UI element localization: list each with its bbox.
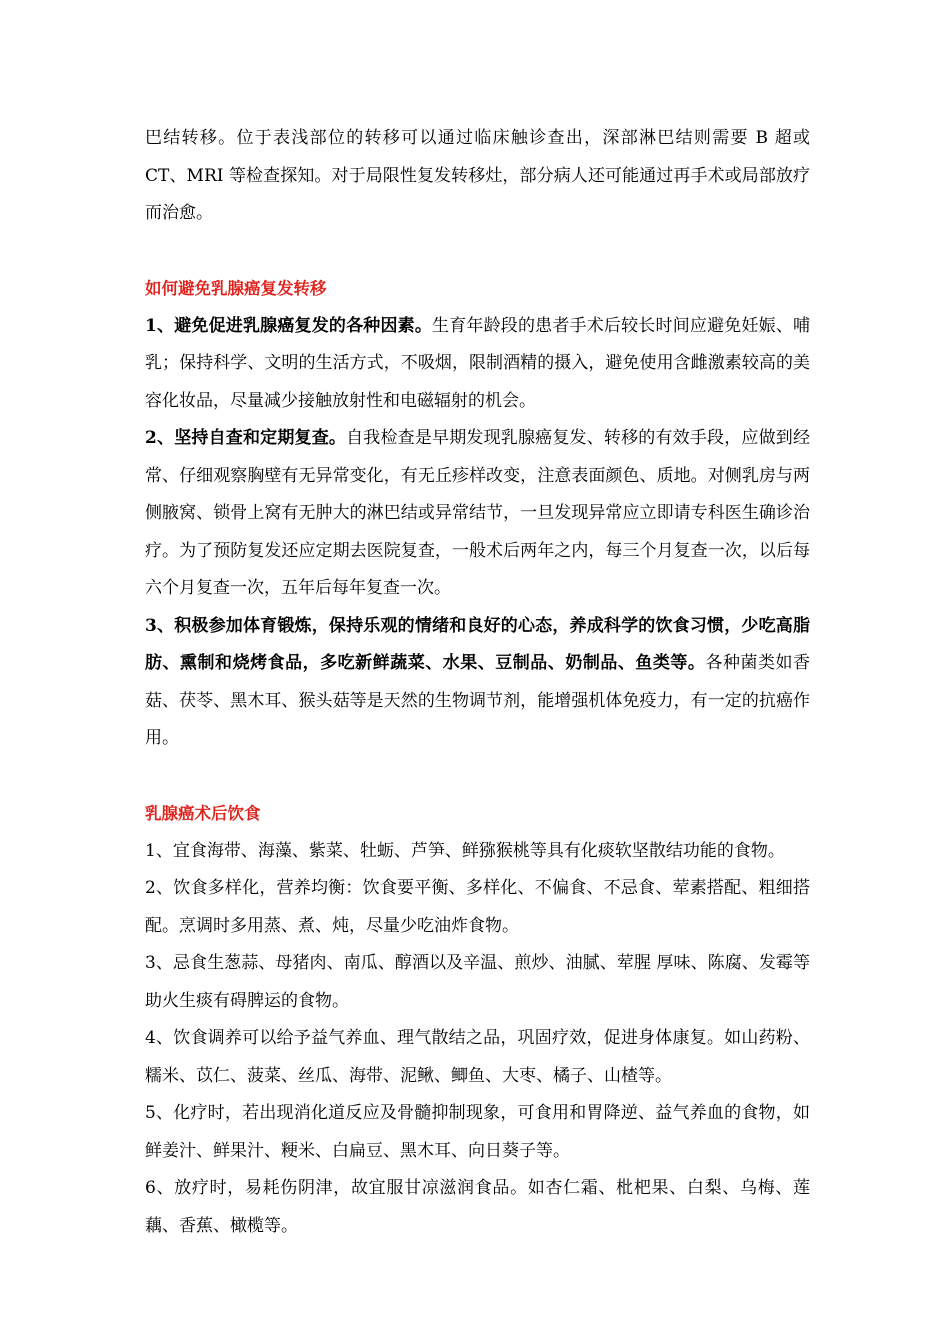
item-text: 各种菌类如香菇、茯苓、黑木耳、猴头菇等是天然的生物调节剂，能增强机体免疫力，有一定的抗癌作用。 (145, 653, 811, 748)
document-page (145, 120, 810, 1245)
diet-item-5: 5、化疗时，若出现消化道反应及骨髓抑制现象，可食用和胃降逆、益气养血的食物，如鲜姜汁、鲜果汁、粳米、白扁豆、黑木耳、向日葵子等。 (145, 1103, 810, 1161)
spacer (145, 758, 810, 796)
item-bold-lead: 3、积极参加体育锻炼，保持乐观的情绪和良好的心态，养成科学的饮食习惯，少吃高脂肪、熏制和烧烤食品，多吃新鲜蔬菜、水果、豆制品、奶制品、鱼类等。 (145, 615, 810, 673)
item-bold-lead: 1、避免促进乳腺癌复发的各种因素。 (145, 315, 433, 336)
spacer (145, 233, 810, 271)
diet-item-2: 2、饮食多样化，营养均衡：饮食要平衡、多样化、不偏食、不忌食、荤素搭配、粗细搭配。烹调时多用蒸、煮、炖，尽量少吃油炸食物。 (145, 878, 810, 936)
section-heading-avoid-recurrence: 如何避免乳腺癌复发转移 (145, 279, 327, 298)
item-text: 自我检查是早期发现乳腺癌复发、转移的有效手段，应做到经常、仔细观察胸壁有无异常变化，有无丘疹样改变，注意表面颜色、质地。对侧乳房与两侧腋窝、锁骨上窝有无肿大的淋巴结或异常结节，一旦发现异常应立即请专科医生确诊治疗。为了预防复发还应定期去医院复查，一般术后两年之内，每三个月复查一次，以后每六个月复查一次，五年后每年复查一次。 (145, 428, 810, 598)
diet-item-1: 1、宜食海带、海藻、紫菜、牡蛎、芦笋、鲜猕猴桃等具有化痰软坚散结功能的食物。 (145, 840, 785, 861)
item-bold-lead: 2、坚持自查和定期复查。 (145, 428, 347, 448)
avoid-recurrence-item-1 (145, 308, 810, 421)
item-text: 生育年龄段的患者手术后较长时间应避免妊娠、哺乳；保持科学、文明的生活方式，不吸烟，限制酒精的摄入，避免使用含雌激素较高的美容化妆品，尽量减少接触放射性和电磁辐射的机会。 (145, 315, 811, 411)
diet-item-6: 6、放疗时，易耗伤阴津，故宜服甘凉滋润食品。如杏仁霜、枇杷果、白梨、乌梅、莲藕、香蕉、橄榄等。 (145, 1178, 810, 1236)
diet-item-3: 3、忌食生葱蒜、母猪肉、南瓜、醇酒以及辛温、煎炒、油腻、荤腥 厚味、陈腐、发霉等助火生痰有碍脾运的食物。 (145, 953, 810, 1011)
intro-paragraph: 巴结转移。位于表浅部位的转移可以通过临床触诊查出，深部淋巴结则需要 B 超或 CT、MRI 等检查探知。对于局限性复发转移灶，部分病人还可能通过再手术或局部放疗而治愈。 (145, 128, 810, 223)
avoid-recurrence-item-3 (145, 608, 810, 758)
diet-item-4: 4、饮食调养可以给予益气养血、理气散结之品，巩固疗效，促进身体康复。如山药粉、糯米、苡仁、菠菜、丝瓜、海带、泥鳅、鲫鱼、大枣、橘子、山楂等。 (145, 1028, 810, 1086)
section-heading-postop-diet: 乳腺癌术后饮食 (145, 804, 261, 823)
avoid-recurrence-item-2 (145, 420, 810, 608)
